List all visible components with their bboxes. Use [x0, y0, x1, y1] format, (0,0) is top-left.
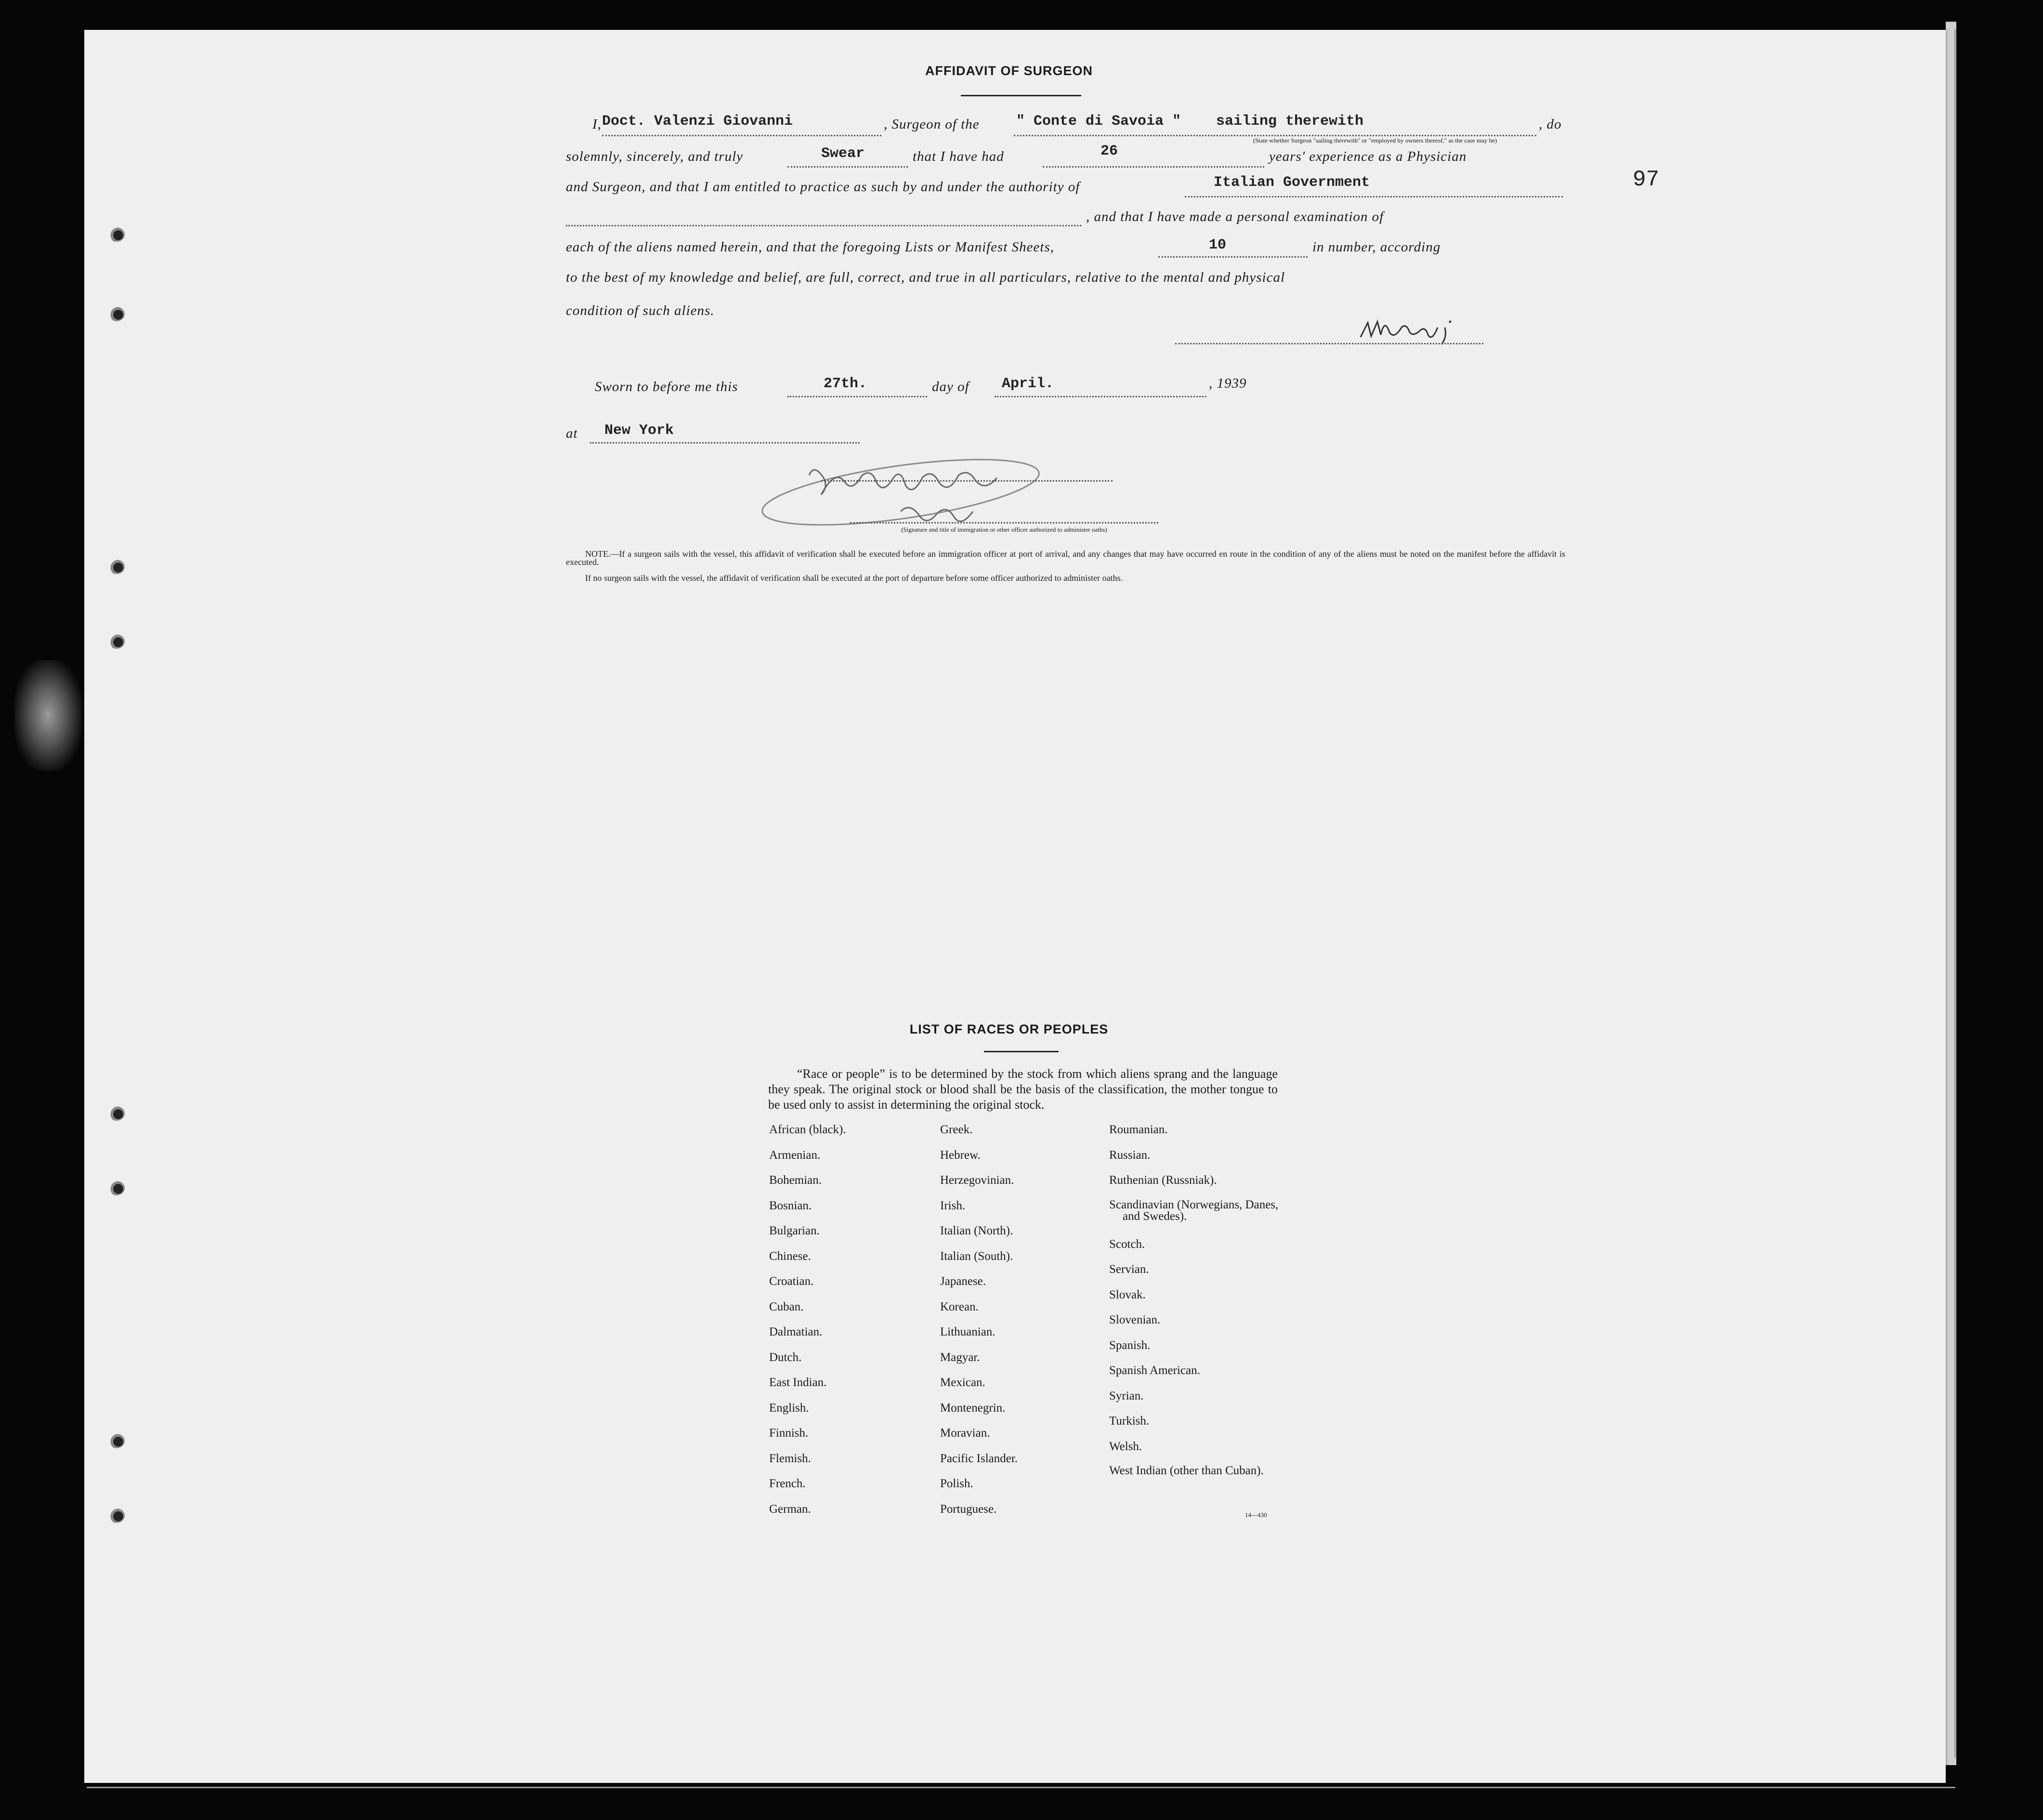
- text-line: in number, according: [1312, 239, 1441, 255]
- race-list-item: East Indian.: [769, 1376, 827, 1389]
- punch-hole: [108, 1181, 125, 1195]
- signature-line: [850, 522, 1158, 524]
- race-list-item: Hebrew.: [940, 1148, 981, 1162]
- oath-field: Swear: [821, 145, 865, 162]
- text-line: , and that I have made a personal examination of: [1086, 209, 1384, 224]
- fill-line: [1158, 256, 1308, 258]
- punch-hole: [108, 634, 125, 649]
- paper-edge-bottom: [87, 1787, 1955, 1788]
- race-list-item: West Indian (other than Cuban).: [1109, 1464, 1264, 1477]
- race-list-item: Korean.: [940, 1300, 979, 1313]
- races-intro: “Race or people” is to be determined by the stock from which aliens sprang and the language they speak. The original stock or blood shall be the basis of the classification, the mother tongue to be used only to assist in determining the original stock.: [768, 1067, 1278, 1112]
- race-list-item: Polish.: [940, 1477, 973, 1490]
- form-number: 14—430: [1245, 1511, 1267, 1519]
- race-list-item: Slovak.: [1109, 1288, 1146, 1301]
- paper-edge: [1954, 29, 1956, 1758]
- note-paragraph: NOTE.—If a surgeon sails with the vessel, this affidavit of verification shall be executed before an immigration officer at port of arrival, and any changes that may have occurred en route in the condition of any of the aliens must be noted on the manifest before the affidavit is executed.: [566, 549, 1565, 567]
- race-list-item: Pacific Islander.: [940, 1452, 1018, 1465]
- race-list-item: Bosnian.: [769, 1199, 812, 1212]
- race-list-item: French.: [769, 1477, 806, 1490]
- race-list-item: Dutch.: [769, 1350, 802, 1364]
- relation-note: (State whether Surgeon "sailing therewith" or "employed by owners thereof," as the case may be): [1253, 137, 1497, 144]
- race-list-item: Finnish.: [769, 1427, 809, 1440]
- race-list-item: Greek.: [940, 1123, 973, 1136]
- race-list-item: Flemish.: [769, 1452, 811, 1465]
- fill-line: [590, 442, 860, 444]
- race-list-item: Slovenian.: [1109, 1313, 1161, 1326]
- race-list-item: Turkish.: [1109, 1414, 1150, 1427]
- note-paragraph: If no surgeon sails with the vessel, the affidavit of verification shall be executed at the port of departure before some officer authorized to administer oaths.: [585, 573, 1123, 583]
- surgeon-signature: [1356, 308, 1476, 347]
- sworn-text: Sworn to before me this: [595, 379, 738, 394]
- fill-line: [1043, 166, 1264, 168]
- title-rule: [984, 1051, 1059, 1052]
- fill-line: [566, 225, 1081, 226]
- race-list-item: Italian (North).: [940, 1224, 1013, 1237]
- race-list-item: English.: [769, 1401, 809, 1414]
- race-list-item: Montenegrin.: [940, 1401, 1006, 1414]
- race-list-item: Magyar.: [940, 1350, 980, 1364]
- text-line: to the best of my knowledge and belief, are full, correct, and true in all particulars, relative to the mental and physical: [566, 270, 1285, 285]
- race-list-item: Lithuanian.: [940, 1325, 995, 1338]
- race-list-item: Spanish American.: [1109, 1364, 1200, 1377]
- signature-line: [821, 480, 1113, 482]
- officer-signature: [756, 449, 1093, 555]
- text-line: , Surgeon of the: [884, 117, 980, 132]
- race-list-item: Portuguese.: [940, 1502, 997, 1516]
- sworn-year: , 1939: [1209, 376, 1247, 391]
- race-list-item: German.: [769, 1502, 811, 1516]
- race-list-item: Bohemian.: [769, 1174, 822, 1187]
- race-list-item: Croatian.: [769, 1275, 814, 1288]
- sworn-place-field: New York: [604, 422, 674, 439]
- text-line: solemnly, sincerely, and truly: [566, 149, 744, 164]
- race-list-item: Roumanian.: [1109, 1123, 1168, 1136]
- title-rule: [961, 95, 1081, 96]
- fill-line: [1185, 196, 1563, 197]
- race-list-item: Chinese.: [769, 1249, 811, 1263]
- race-list-item: Cuban.: [769, 1300, 804, 1313]
- punch-hole: [108, 307, 125, 321]
- signature-caption: (Signature and title of immigration or other officer authorized to administer oaths): [901, 526, 1107, 533]
- scan-smudge: [14, 660, 82, 771]
- text-line: years' experience as a Physician: [1269, 149, 1467, 164]
- race-list-item: Italian (South).: [940, 1249, 1013, 1263]
- punch-hole: [108, 1106, 125, 1121]
- punch-hole: [108, 227, 125, 242]
- text-line: that I have had: [913, 149, 1004, 164]
- race-list-item: African (black).: [769, 1123, 846, 1136]
- vessel-name-field: " Conte di Savoia ": [1016, 113, 1181, 130]
- punch-hole: [108, 1434, 125, 1448]
- race-list-item: Scotch.: [1109, 1237, 1145, 1251]
- fill-line: [995, 396, 1206, 397]
- authority-field: Italian Government: [1214, 174, 1370, 191]
- sheets-field: 10: [1209, 237, 1227, 253]
- fill-line: [1014, 135, 1536, 136]
- race-list-item: Russian.: [1109, 1148, 1151, 1162]
- race-list-item: Ruthenian (Russniak).: [1109, 1174, 1217, 1187]
- document-page: [84, 30, 1946, 1783]
- years-field: 26: [1100, 143, 1118, 159]
- fill-line: [787, 166, 908, 168]
- text-line: I,: [592, 117, 602, 132]
- punch-hole: [108, 560, 125, 574]
- text-line: each of the aliens named herein, and that the foregoing Lists or Manifest Sheets,: [566, 239, 1054, 255]
- surgeon-name-field: Doct. Valenzi Giovanni: [602, 113, 793, 130]
- relation-field: sailing therewith: [1216, 113, 1364, 130]
- sworn-text: day of: [932, 379, 969, 394]
- race-list-item: Syrian.: [1109, 1389, 1144, 1402]
- race-list-item: Scandinavian (Norwegians, Danes, and Swedes).: [1109, 1198, 1279, 1223]
- race-list-item: Herzegovinian.: [940, 1174, 1014, 1187]
- affidavit-title: AFFIDAVIT OF SURGEON: [925, 64, 1093, 78]
- race-list-item: Dalmatian.: [769, 1325, 823, 1338]
- races-title: LIST OF RACES OR PEOPLES: [909, 1022, 1109, 1036]
- race-list-item: Bulgarian.: [769, 1224, 820, 1237]
- text-line: and Surgeon, and that I am entitled to practice as such by and under the authority of: [566, 179, 1080, 195]
- sworn-day-field: 27th.: [824, 376, 867, 392]
- punch-hole: [108, 1508, 125, 1523]
- signature-line: [1175, 343, 1483, 344]
- race-list-item: Spanish.: [1109, 1338, 1151, 1352]
- sworn-text: at: [566, 426, 578, 441]
- sworn-month-field: April.: [1002, 376, 1054, 392]
- text-line: , do: [1539, 117, 1562, 132]
- race-list-item: Irish.: [940, 1199, 966, 1212]
- race-list-item: Japanese.: [940, 1275, 986, 1288]
- race-list-item: Mexican.: [940, 1376, 985, 1389]
- fill-line: [787, 396, 927, 397]
- race-list-item: Armenian.: [769, 1148, 821, 1162]
- race-list-item: Welsh.: [1109, 1440, 1142, 1453]
- race-list-item: Moravian.: [940, 1427, 990, 1440]
- page-number: 97: [1633, 167, 1660, 192]
- fill-line: [602, 135, 881, 136]
- race-list-item: Servian.: [1109, 1263, 1149, 1276]
- text-line: condition of such aliens.: [566, 303, 715, 318]
